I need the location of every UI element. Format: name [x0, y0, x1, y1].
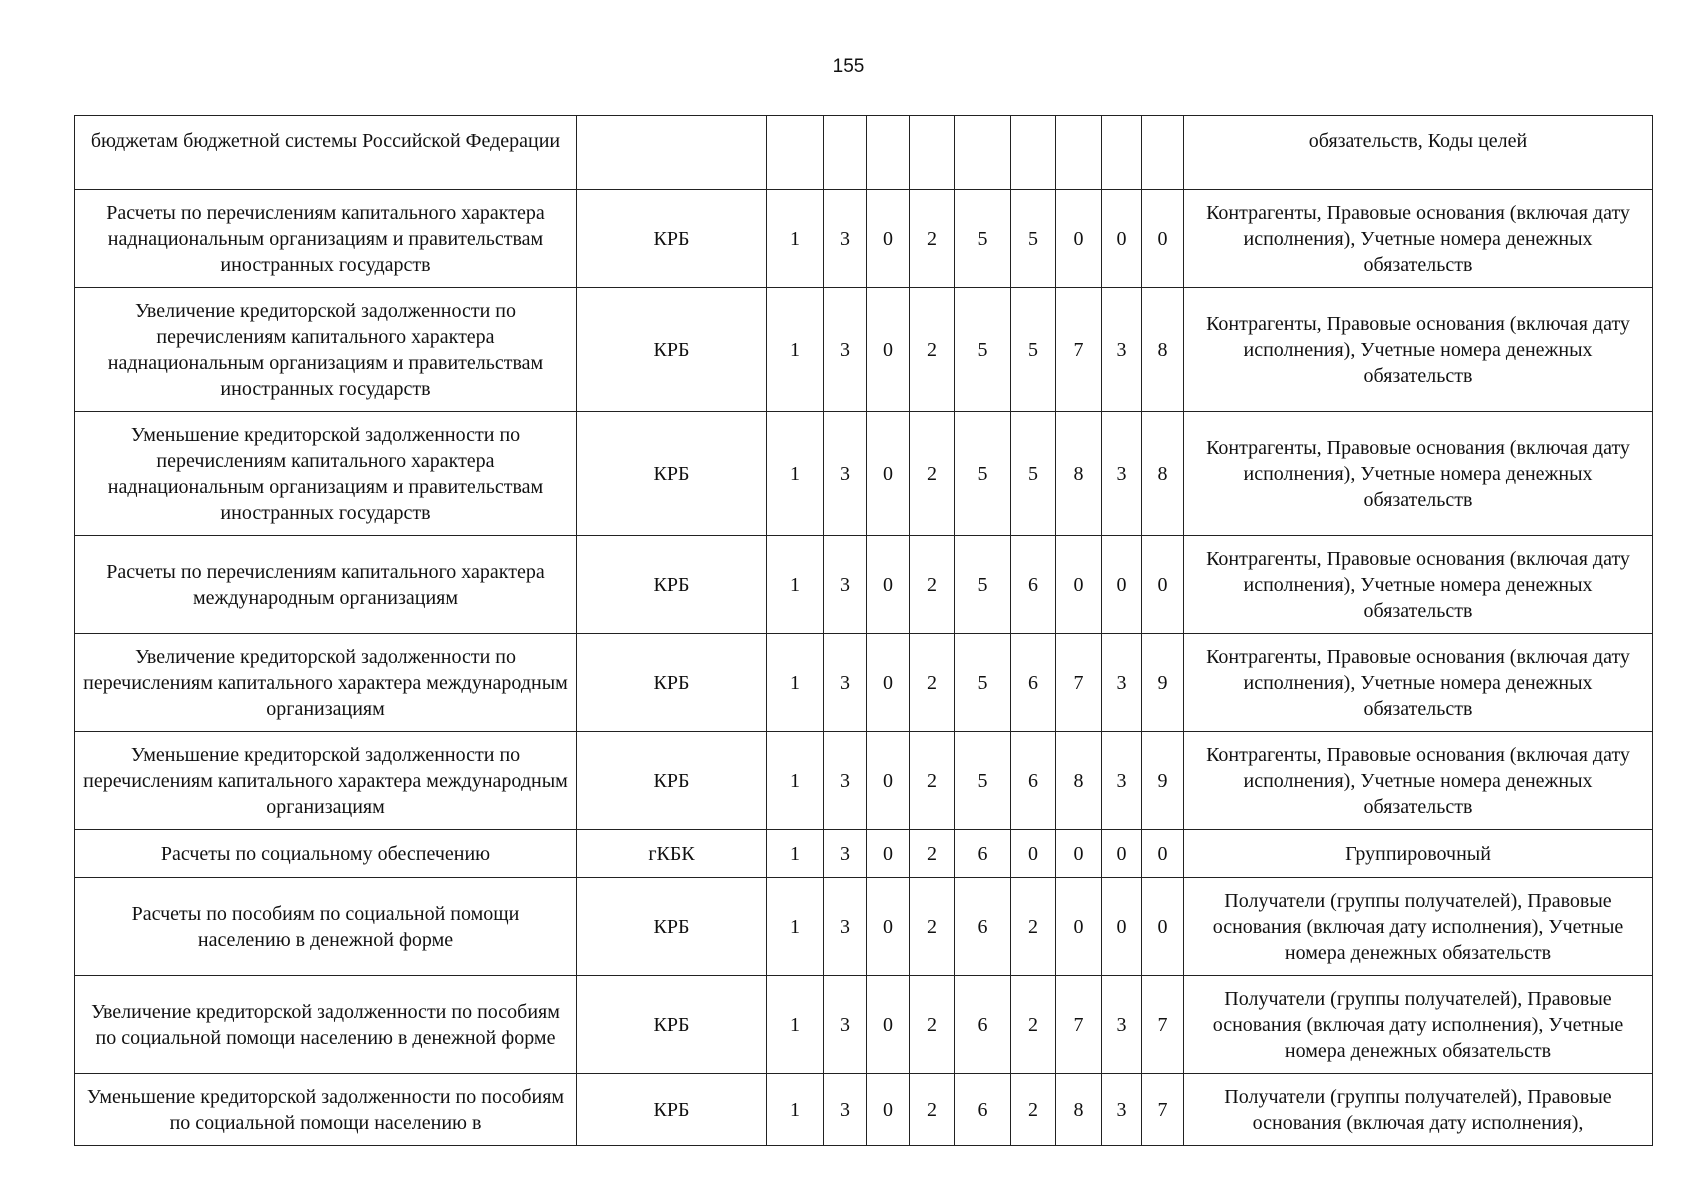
account-name-cell: Расчеты по перечислениям капитального характера международным организациям [75, 536, 577, 634]
account-codes-table [74, 115, 1653, 1146]
code-type-cell: КРБ [577, 634, 767, 732]
code-digit-cell [955, 116, 1011, 190]
table-row [75, 878, 1653, 976]
code-type-cell [577, 116, 767, 190]
account-name-cell: Расчеты по социальному обеспечению [75, 830, 577, 878]
code-digit-cell: 3 [1102, 288, 1142, 412]
code-digit-cell: 0 [1056, 190, 1102, 288]
analytics-cell: обязательств, Коды целей [1184, 116, 1653, 190]
code-digit-cell: 1 [767, 732, 824, 830]
code-digit-cell: 2 [910, 830, 955, 878]
code-type-cell: КРБ [577, 412, 767, 536]
code-digit-cell: 2 [910, 536, 955, 634]
account-name-cell: Уменьшение кредиторской задолженности по перечислениям капитального характера наднациональным организациям и правительствам иностранных государств [75, 412, 577, 536]
account-name-cell: Расчеты по пособиям по социальной помощи населению в денежной форме [75, 878, 577, 976]
code-digit-cell: 7 [1142, 1074, 1184, 1146]
code-digit-cell: 5 [955, 536, 1011, 634]
code-digit-cell: 0 [867, 412, 910, 536]
code-digit-cell: 0 [867, 878, 910, 976]
code-digit-cell: 6 [1011, 536, 1056, 634]
code-digit-cell: 0 [1102, 536, 1142, 634]
code-digit-cell: 3 [824, 412, 867, 536]
code-digit-cell: 1 [767, 830, 824, 878]
code-digit-cell [1102, 116, 1142, 190]
code-digit-cell: 7 [1056, 634, 1102, 732]
code-digit-cell: 3 [824, 1074, 867, 1146]
code-digit-cell: 0 [867, 634, 910, 732]
code-digit-cell: 3 [1102, 412, 1142, 536]
code-digit-cell: 1 [767, 190, 824, 288]
code-digit-cell: 1 [767, 536, 824, 634]
code-digit-cell: 6 [955, 1074, 1011, 1146]
code-digit-cell: 0 [1011, 830, 1056, 878]
code-digit-cell: 3 [824, 190, 867, 288]
code-type-cell: КРБ [577, 878, 767, 976]
code-digit-cell: 2 [910, 878, 955, 976]
code-digit-cell: 7 [1056, 976, 1102, 1074]
code-digit-cell: 1 [767, 1074, 824, 1146]
code-digit-cell: 8 [1056, 1074, 1102, 1146]
code-digit-cell: 6 [1011, 634, 1056, 732]
account-name-cell: Уменьшение кредиторской задолженности по перечислениям капитального характера международным организациям [75, 732, 577, 830]
code-type-cell: КРБ [577, 976, 767, 1074]
code-digit-cell: 5 [955, 412, 1011, 536]
code-digit-cell: 2 [910, 732, 955, 830]
code-digit-cell: 2 [910, 1074, 955, 1146]
analytics-cell: Контрагенты, Правовые основания (включая дату исполнения), Учетные номера денежных обязательств [1184, 634, 1653, 732]
analytics-cell: Получатели (группы получателей), Правовые основания (включая дату исполнения), [1184, 1074, 1653, 1146]
code-digit-cell: 0 [867, 976, 910, 1074]
code-digit-cell: 3 [824, 830, 867, 878]
code-type-cell: гКБК [577, 830, 767, 878]
table-row [75, 732, 1653, 830]
code-digit-cell: 8 [1056, 732, 1102, 830]
code-digit-cell: 1 [767, 412, 824, 536]
code-type-cell: КРБ [577, 1074, 767, 1146]
code-digit-cell: 0 [1142, 536, 1184, 634]
analytics-cell: Контрагенты, Правовые основания (включая дату исполнения), Учетные номера денежных обязательств [1184, 732, 1653, 830]
code-digit-cell: 6 [955, 830, 1011, 878]
code-digit-cell: 9 [1142, 634, 1184, 732]
code-digit-cell: 8 [1056, 412, 1102, 536]
analytics-cell: Контрагенты, Правовые основания (включая дату исполнения), Учетные номера денежных обязательств [1184, 190, 1653, 288]
code-digit-cell: 3 [824, 288, 867, 412]
code-digit-cell: 1 [767, 634, 824, 732]
code-digit-cell [824, 116, 867, 190]
code-digit-cell: 0 [867, 830, 910, 878]
code-digit-cell: 5 [955, 288, 1011, 412]
code-digit-cell [910, 116, 955, 190]
code-digit-cell: 3 [1102, 1074, 1142, 1146]
code-digit-cell: 0 [1056, 878, 1102, 976]
code-digit-cell: 2 [1011, 1074, 1056, 1146]
code-digit-cell: 3 [824, 634, 867, 732]
code-digit-cell: 0 [867, 1074, 910, 1146]
code-digit-cell: 0 [1056, 536, 1102, 634]
account-name-cell: бюджетам бюджетной системы Российской Федерации [75, 116, 577, 190]
code-digit-cell: 1 [767, 976, 824, 1074]
code-digit-cell: 2 [910, 976, 955, 1074]
analytics-cell: Контрагенты, Правовые основания (включая дату исполнения), Учетные номера денежных обязательств [1184, 288, 1653, 412]
code-digit-cell: 2 [1011, 878, 1056, 976]
code-digit-cell: 5 [1011, 412, 1056, 536]
code-digit-cell: 0 [1056, 830, 1102, 878]
code-digit-cell: 9 [1142, 732, 1184, 830]
code-digit-cell: 0 [867, 190, 910, 288]
table-row [75, 288, 1653, 412]
table-row [75, 976, 1653, 1074]
code-digit-cell: 0 [1102, 830, 1142, 878]
code-digit-cell [867, 116, 910, 190]
table-row [75, 190, 1653, 288]
code-digit-cell: 2 [910, 634, 955, 732]
code-digit-cell: 5 [1011, 288, 1056, 412]
table-row [75, 634, 1653, 732]
analytics-cell: Получатели (группы получателей), Правовые основания (включая дату исполнения), Учетные номера денежных обязательств [1184, 976, 1653, 1074]
code-digit-cell: 1 [767, 288, 824, 412]
code-digit-cell: 8 [1142, 412, 1184, 536]
account-name-cell: Уменьшение кредиторской задолженности по пособиям по социальной помощи населению в [75, 1074, 577, 1146]
code-digit-cell: 6 [955, 878, 1011, 976]
code-digit-cell: 2 [910, 412, 955, 536]
code-digit-cell [1011, 116, 1056, 190]
code-digit-cell: 3 [824, 536, 867, 634]
table-row [75, 412, 1653, 536]
code-digit-cell: 7 [1056, 288, 1102, 412]
table-row [75, 830, 1653, 878]
code-digit-cell: 3 [824, 878, 867, 976]
code-digit-cell: 0 [867, 288, 910, 412]
code-digit-cell: 0 [1142, 190, 1184, 288]
table-row [75, 536, 1653, 634]
code-digit-cell [767, 116, 824, 190]
code-type-cell: КРБ [577, 732, 767, 830]
code-digit-cell: 3 [824, 732, 867, 830]
code-digit-cell: 2 [910, 190, 955, 288]
code-digit-cell: 2 [1011, 976, 1056, 1074]
code-digit-cell: 3 [824, 976, 867, 1074]
code-digit-cell: 2 [910, 288, 955, 412]
code-type-cell: КРБ [577, 190, 767, 288]
account-name-cell: Увеличение кредиторской задолженности по пособиям по социальной помощи населению в денежной форме [75, 976, 577, 1074]
code-digit-cell [1056, 116, 1102, 190]
code-digit-cell: 0 [1102, 190, 1142, 288]
analytics-cell: Получатели (группы получателей), Правовые основания (включая дату исполнения), Учетные номера денежных обязательств [1184, 878, 1653, 976]
code-digit-cell: 5 [955, 190, 1011, 288]
account-name-cell: Увеличение кредиторской задолженности по перечислениям капитального характера наднациональным организациям и правительствам иностранных государств [75, 288, 577, 412]
code-digit-cell: 5 [955, 732, 1011, 830]
code-digit-cell: 0 [867, 732, 910, 830]
code-digit-cell: 5 [955, 634, 1011, 732]
code-digit-cell: 3 [1102, 732, 1142, 830]
code-type-cell: КРБ [577, 288, 767, 412]
code-digit-cell: 6 [1011, 732, 1056, 830]
code-digit-cell: 0 [867, 536, 910, 634]
code-digit-cell [1142, 116, 1184, 190]
code-digit-cell: 3 [1102, 976, 1142, 1074]
account-name-cell: Расчеты по перечислениям капитального характера наднациональным организациям и правительствам иностранных государств [75, 190, 577, 288]
analytics-cell: Контрагенты, Правовые основания (включая дату исполнения), Учетные номера денежных обязательств [1184, 412, 1653, 536]
code-digit-cell: 7 [1142, 976, 1184, 1074]
account-name-cell: Увеличение кредиторской задолженности по перечислениям капитального характера международным организациям [75, 634, 577, 732]
code-digit-cell: 0 [1142, 878, 1184, 976]
page-number: 155 [832, 56, 865, 77]
code-digit-cell: 1 [767, 878, 824, 976]
code-digit-cell: 3 [1102, 634, 1142, 732]
code-digit-cell: 0 [1142, 830, 1184, 878]
code-digit-cell: 0 [1102, 878, 1142, 976]
table-row [75, 116, 1653, 190]
table-row [75, 1074, 1653, 1146]
code-type-cell: КРБ [577, 536, 767, 634]
code-digit-cell: 8 [1142, 288, 1184, 412]
analytics-cell: Группировочный [1184, 830, 1653, 878]
table-body [75, 116, 1653, 1146]
code-digit-cell: 6 [955, 976, 1011, 1074]
analytics-cell: Контрагенты, Правовые основания (включая дату исполнения), Учетные номера денежных обязательств [1184, 536, 1653, 634]
code-digit-cell: 5 [1011, 190, 1056, 288]
